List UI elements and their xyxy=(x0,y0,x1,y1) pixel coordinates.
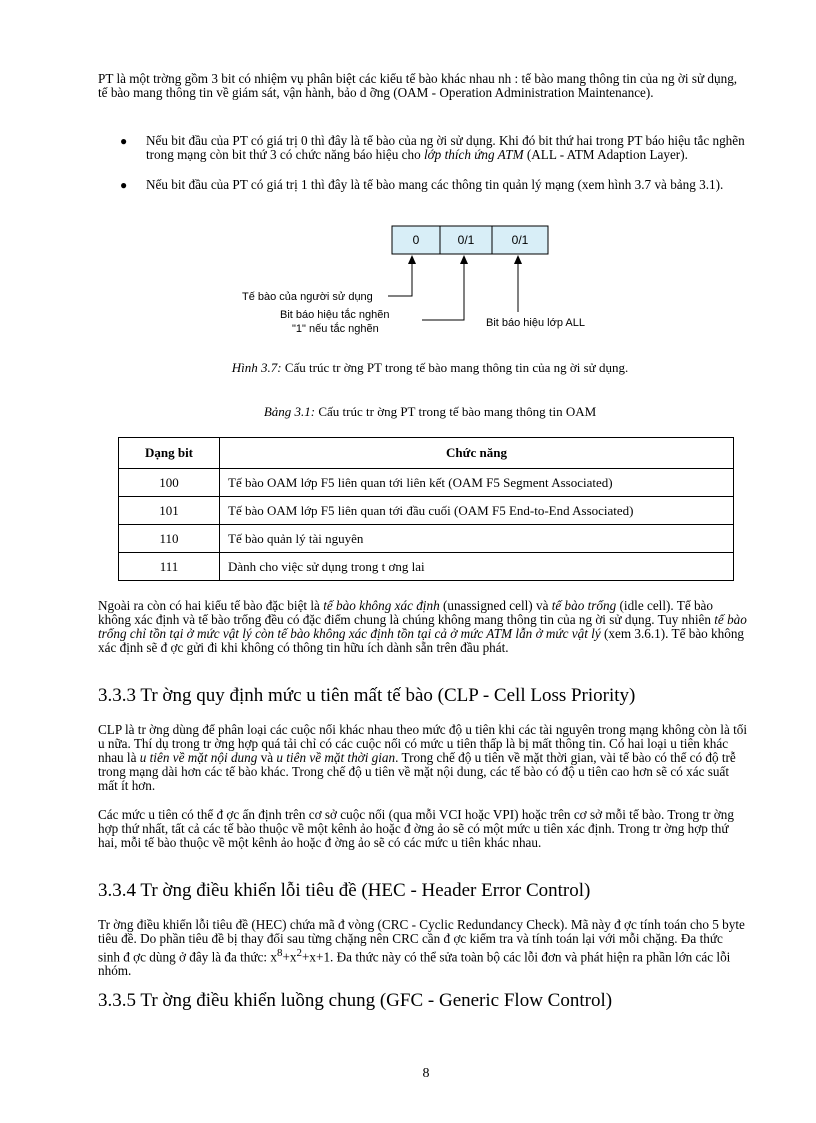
text-run: . Trong chế độ u tiên về mặt thời gian, vài tế bào có thể có độ trễ trong mạng dài hơn các tế bào khác. Trong chế độ u tiên về mặt nội dung, các tế bào có độ u tiên cao hơn sẽ có xác suất mất ít hơn. xyxy=(98,750,736,793)
cell-bit: 110 xyxy=(119,525,220,553)
cell-function: Tế bào OAM lớp F5 liên quan tới đầu cuối (OAM F5 End-to-End Associated) xyxy=(220,497,734,525)
clp-paragraph-1 xyxy=(98,723,748,793)
intro-paragraph xyxy=(98,72,748,100)
table-row xyxy=(119,553,734,581)
text-run: (unassigned cell) và xyxy=(439,598,552,613)
bullet-paragraph-2 xyxy=(146,178,746,192)
text-run: (idle cell). Tế bào không xác định và tế bào trống đều có đặc điểm chung là chúng không mang thông tin của ng ời sử dụng. Tuy nhiên xyxy=(98,598,715,627)
table-row xyxy=(119,469,734,497)
figure-caption xyxy=(200,361,660,375)
arrowhead-icon xyxy=(408,255,416,264)
text-run: và xyxy=(257,750,277,765)
figure-caption-label: Hình 3.7: xyxy=(231,360,282,375)
intro-text-2: ờng gồm 3 bit có nhiệm vụ phân biệt các kiểu tế bào khác nhau nh : tế bào mang thông tin của ng ời sử dụng, tế bào mang thông tin về giám sát, vận hành, bảo d ỡng (OAM - Operation Administration Maintenance). xyxy=(98,71,738,100)
special-cells-paragraph xyxy=(98,599,748,655)
heading-3-3-5: 3.3.5 Tr ờng điều khiển luồng chung (GFC - Generic Flow Control) xyxy=(98,990,613,1011)
cell-bit: 111 xyxy=(119,553,220,581)
italic-run: tế bào trống xyxy=(551,598,617,613)
table-row xyxy=(119,497,734,525)
figure-caption-text: Cấu trúc tr ờng PT trong tế bào mang thông tin của ng ời sử dụng. xyxy=(281,360,629,375)
bullet-dot: ● xyxy=(120,134,128,148)
bullet-dot: ● xyxy=(120,178,128,192)
cell-bit: 100 xyxy=(119,469,220,497)
intro-text-1: PT là một tr xyxy=(98,71,162,86)
arrowhead-icon xyxy=(460,255,468,264)
label-all: Bit báo hiệu lớp ALL xyxy=(486,317,585,329)
header-bit-form: Dạng bit xyxy=(119,438,220,469)
superscript: 8 xyxy=(276,947,283,959)
arrowhead-icon xyxy=(514,255,522,264)
pt-bit-2: 0/1 xyxy=(457,233,475,247)
header-function: Chức năng xyxy=(220,438,734,469)
table-caption-label: Bảng 3.1: xyxy=(263,404,316,419)
arrow-congestion xyxy=(422,262,464,320)
cell-function: Tế bào OAM lớp F5 liên quan tới liên kết (OAM F5 Segment Associated) xyxy=(220,469,734,497)
pt-bit-1: 0 xyxy=(412,233,420,247)
text-run: (xem 3.6.1). Tế bào không xác định sẽ đ ợc gửi đi khi không có thông tin hữu ích dành sẵn trên đầu phát. xyxy=(98,626,745,655)
superscript: 2 xyxy=(296,947,302,959)
cell-function: Tế bào quản lý tài nguyên xyxy=(220,525,734,553)
table-row xyxy=(119,525,734,553)
cell-function: Dành cho việc sử dụng trong t ơng lai xyxy=(220,553,734,581)
bullet-1-text-a: Nếu bit đầu của PT có giá trị 0 thì đây là tế bào của ng ời sử dụng. Khi đó bit thứ hai trong PT báo hiệu tắc nghẽn trong mạng còn bit thứ 3 có chức năng báo hiệu cho xyxy=(146,133,745,162)
heading-3-3-3: 3.3.3 Tr ờng quy định mức u tiên mất tế bào (CLP - Cell Loss Priority) xyxy=(98,685,636,706)
text-run: Tr ờng điều khiển lỗi tiêu đề (HEC) chứa mã đ vòng (CRC - Cyclic Redundancy Check). Mã này đ ợc tính toán cho 5 byte tiêu đề. Do phần tiêu đề bị thay đổi sau từng chặng nên CRC cần đ ợc kiểm tra và tính toán lại với mỗi chặng. Đa thức sinh đ ợc dùng ở đây là đa thức: x xyxy=(98,917,745,965)
text-run: +x xyxy=(282,949,297,965)
text-run: Ngoài ra còn có hai kiểu tế bào đặc biệt là xyxy=(98,598,324,613)
table-caption xyxy=(150,405,710,419)
heading-3-3-4: 3.3.4 Tr ờng điều khiển lỗi tiêu đề (HEC - Header Error Control) xyxy=(98,880,591,901)
pt-bit-3: 0/1 xyxy=(511,233,529,247)
arrow-user xyxy=(388,262,412,296)
bullet-2-text: Nếu bit đầu của PT có giá trị 1 thì đây là tế bào mang các thông tin quản lý mạng (xem hình 3.7 và bảng 3.1). xyxy=(146,177,724,192)
bullet-1-text-b: (ALL - ATM Adaption Layer). xyxy=(523,147,688,162)
italic-run: tế bào trống chỉ tồn tại ở mức vật lý còn tế bào không xác định tồn tại cả ở mức ATM lẫn ở mức vật lý xyxy=(98,612,747,641)
clp-paragraph-2: Các mức u tiên có thể đ ợc ấn định trên cơ sở cuộc nối (qua mỗi VCI hoặc VPI) hoặc trên cơ sở mỗi tế bào. Trong tr ờng hợp thứ nhất, tất cả các tế bào thuộc về một kênh ảo hoặc đ ờng ảo sẽ có một mức u tiên xác định. Trong tr ờng hợp thứ hai, mỗi tế bào thuộc về một kênh ảo hoặc đ ờng ảo sẽ có các mức u tiên khác nhau. xyxy=(98,807,734,850)
label-congestion-2: "1" nếu tắc nghẽn xyxy=(292,323,379,335)
page-number: 8 xyxy=(422,1066,430,1081)
cell-bit: 101 xyxy=(119,497,220,525)
bullet-paragraph-1 xyxy=(146,134,746,162)
table-caption-text: Cấu trúc tr ờng PT trong tế bào mang thông tin OAM xyxy=(315,404,597,419)
italic-run: tế bào không xác định xyxy=(323,598,440,613)
hec-paragraph xyxy=(98,918,748,978)
label-user: Tế bào của người sử dụng xyxy=(242,291,373,303)
text-run: +x+1. Đa thức này có thể sửa toàn bộ các lỗi đơn và phát hiện ra phần lớn các lỗi nhóm. xyxy=(98,949,731,979)
pt-field-diagram xyxy=(230,222,650,342)
italic-run: u tiên về mặt thời gian xyxy=(276,750,396,765)
italic-run: u tiên về mặt nội dung xyxy=(139,750,258,765)
label-congestion-1: Bit báo hiệu tắc nghẽn xyxy=(280,309,390,321)
pt-oam-table xyxy=(118,437,734,581)
bullet-1-italic: lớp thích ứng ATM xyxy=(423,147,524,162)
table-header-row xyxy=(119,438,734,469)
text-run: CLP là tr ờng dùng để phân loại các cuộc nối khác nhau theo mức độ u tiên khi các tài nguyên trong mạng không còn là tối u nữa. Thí dụ trong tr ờng hợp quá tải chỉ có các cuộc nối có mức u tiên thấp là bị mất thông tin. Có hai loại u tiên khác nhau là xyxy=(98,722,748,765)
